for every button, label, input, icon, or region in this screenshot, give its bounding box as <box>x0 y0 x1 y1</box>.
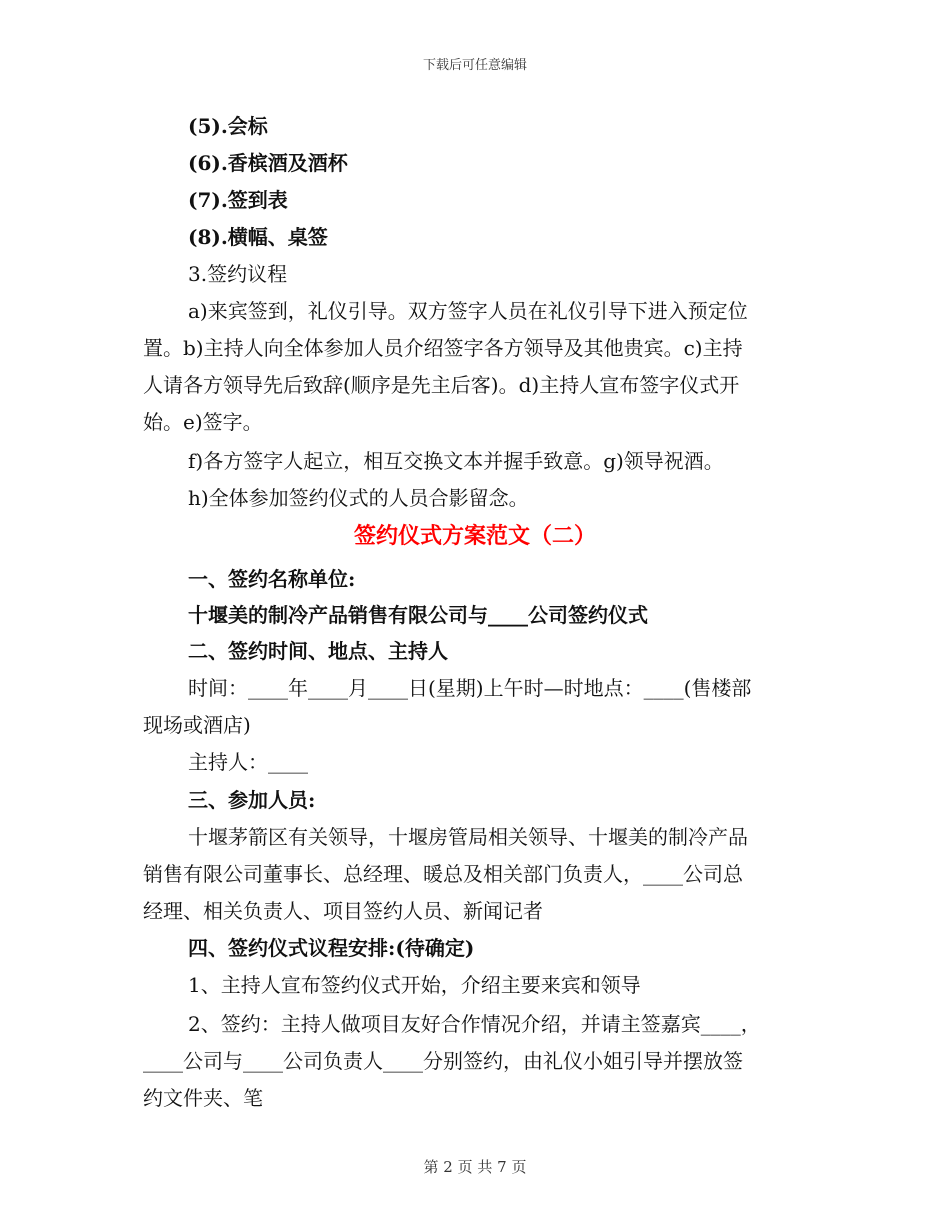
paragraph-line: 主持人：____ <box>188 750 308 774</box>
paragraph-line: 人请各方领导先后致辞(顺序是先主后客)。d)主持人宣布签字仪式开 <box>143 373 740 397</box>
paragraph-line: 时间：____年____月____日(星期)上午时—时地点：____(售楼部 <box>188 676 752 700</box>
paragraph-line: a)来宾签到，礼仪引导。双方签字人员在礼仪引导下进入预定位 <box>188 299 748 323</box>
header-note: 下载后可任意编辑 <box>422 58 527 73</box>
paragraph-line: 现场或酒店) <box>143 713 251 737</box>
paragraph-line: f)各方签字人起立，相互交换文本并握手致意。g)领导祝酒。 <box>188 449 724 473</box>
list-item: (5).会标 <box>188 114 268 138</box>
list-item: (7).签到表 <box>188 188 288 212</box>
section-title: 签约仪式方案范文（二） <box>353 523 596 549</box>
section-heading: 四、签约仪式议程安排:(待确定) <box>188 936 475 960</box>
section-heading: 一、签约名称单位: <box>188 567 356 591</box>
paragraph-line: 置。b)主持人向全体参加人员介绍签字各方领导及其他贵宾。c)主持 <box>143 336 743 360</box>
section-heading: 二、签约时间、地点、主持人 <box>188 639 448 663</box>
paragraph-line: 经理、相关负责人、项目签约人员、新闻记者 <box>143 899 543 923</box>
paragraph-line: 1、主持人宣布签约仪式开始，介绍主要来宾和领导 <box>188 973 641 997</box>
list-item: (8).横幅、桌签 <box>188 225 328 249</box>
paragraph-line: 2、签约：主持人做项目友好合作情况介绍，并请主签嘉宾____， <box>188 1012 761 1036</box>
list-item: (6).香槟酒及酒杯 <box>188 151 348 175</box>
paragraph-line: 约文件夹、笔 <box>143 1086 263 1110</box>
section-body: 十堰美的制冷产品销售有限公司与____公司签约仪式 <box>188 603 648 627</box>
paragraph-line: 始。e)签字。 <box>143 410 263 434</box>
procedure-heading: 3.签约议程 <box>188 262 288 286</box>
section-heading: 三、参加人员: <box>188 788 316 812</box>
page-number: 第 2 页 共 7 页 <box>423 1158 527 1176</box>
paragraph-line: 销售有限公司董事长、总经理、暖总及相关部门负责人，____公司总 <box>143 862 743 886</box>
paragraph-line: h)全体参加签约仪式的人员合影留念。 <box>188 486 529 510</box>
paragraph-line: ____公司与____公司负责人____分别签约，由礼仪小姐引导并摆放签 <box>143 1049 743 1073</box>
paragraph-line: 十堰茅箭区有关领导，十堰房管局相关领导、十堰美的制冷产品 <box>188 825 748 849</box>
